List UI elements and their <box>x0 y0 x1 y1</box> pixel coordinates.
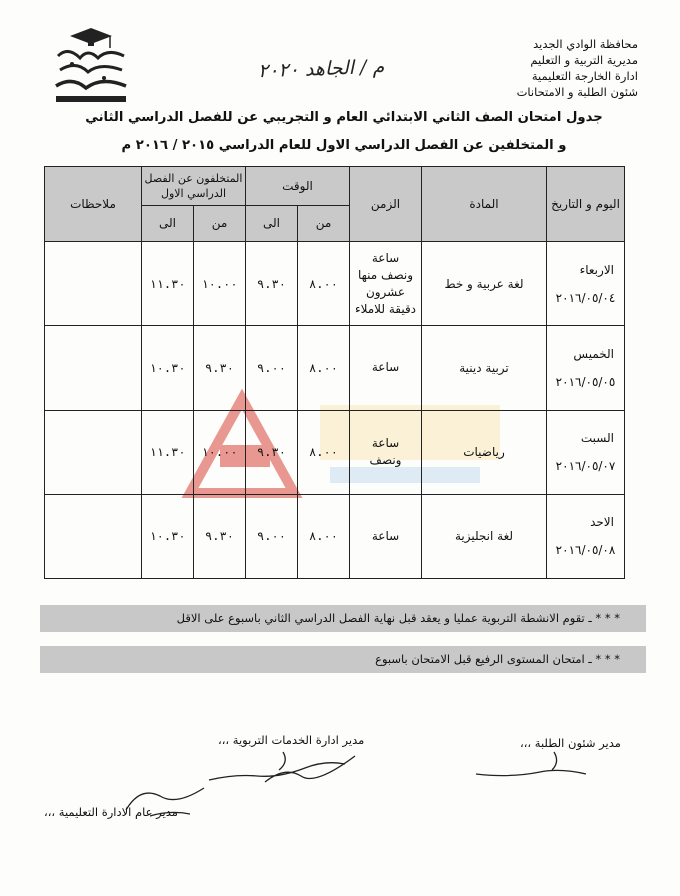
header-makeup: المتخلفون عن الفصل الدراسي الاول <box>142 167 246 206</box>
table-row <box>45 410 625 494</box>
note-advanced-level-text: * * * ـ امتحان المستوى الرفيع قبل الامتحان باسبوع <box>375 652 620 666</box>
notes-cell <box>45 494 142 578</box>
time-to-cell: ٩.٣٠ <box>246 410 298 494</box>
signature-general-director: مدير عام الادارة التعليمية ،،، <box>44 805 178 819</box>
notes-cell <box>45 242 142 326</box>
time-from-cell: ٨.٠٠ <box>298 410 350 494</box>
duration-cell: ساعة <box>350 326 422 410</box>
exam-date: ٢٠١٦/٠٥/٠٥ <box>555 374 616 389</box>
header-governorate: محافظة الوادي الجديد <box>533 37 638 51</box>
duration-cell: ساعة <box>350 494 422 578</box>
day-date-cell <box>547 494 625 578</box>
subject-cell: لغة عربية و خط <box>422 242 547 326</box>
signature-educational-services: مدير ادارة الخدمات التربوية ،،، <box>218 733 365 747</box>
notes-cell <box>45 326 142 410</box>
time-from-cell: ٨.٠٠ <box>298 326 350 410</box>
header-makeup-from: من <box>194 205 246 242</box>
duration-cell: ساعة ونصف <box>350 410 422 494</box>
time-from-cell: ٨.٠٠ <box>298 494 350 578</box>
table-row <box>45 494 625 578</box>
header-administration: ادارة الخارجة التعليمية <box>531 69 638 83</box>
makeup-from-cell: ٩.٣٠ <box>194 326 246 410</box>
note-advanced-level <box>40 646 646 673</box>
signature-students-affairs: مدير شئون الطلبة ،،، <box>520 736 621 750</box>
day-date-cell <box>547 242 625 326</box>
day-name: السبت <box>580 431 614 446</box>
subject-cell: رياضيات <box>422 410 547 494</box>
note-activities <box>40 605 646 632</box>
issuer-header <box>438 36 638 100</box>
notes-cell <box>45 410 142 494</box>
logo-icon <box>48 26 134 108</box>
header-time-to: الى <box>246 205 298 242</box>
day-name: الاربعاء <box>579 262 614 277</box>
handwritten-note: م / الجاهد ٢٠٢٠ <box>257 55 385 83</box>
time-to-cell: ٩.٠٠ <box>246 326 298 410</box>
header-day-date: اليوم و التاريخ <box>547 167 625 242</box>
handwritten-signature-icon <box>120 780 210 820</box>
makeup-from-cell: ١٠.٠٠ <box>194 242 246 326</box>
subject-cell: تربية دينية <box>422 326 547 410</box>
handwritten-signature-icon <box>205 746 365 790</box>
day-date-cell <box>547 326 625 410</box>
makeup-to-cell: ١١.٣٠ <box>142 410 194 494</box>
makeup-from-cell: ٩.٣٠ <box>194 494 246 578</box>
header-directorate: مديرية التربية و التعليم <box>530 53 638 67</box>
time-from-cell: ٨.٠٠ <box>298 242 350 326</box>
makeup-from-cell: ١٠.٠٠ <box>194 410 246 494</box>
makeup-to-cell: ١٠.٣٠ <box>142 326 194 410</box>
exam-date: ٢٠١٦/٠٥/٠٧ <box>555 459 616 474</box>
day-name: الخميس <box>573 346 614 361</box>
duration-cell: ساعة ونصف منها عشرون دقيقة للاملاء <box>350 242 422 326</box>
header-time: الوقت <box>246 167 350 206</box>
exam-date: ٢٠١٦/٠٥/٠٨ <box>555 543 616 558</box>
document-title: جدول امتحان الصف الثاني الابتدائي العام و التجريبي عن للفصل الدراسي الثاني <box>85 110 603 125</box>
note-activities-text: * * * ـ تقوم الانشطة التربوية عمليا و يعقد قبل نهاية الفصل الدراسي الثاني باسبوع على الاقل <box>176 611 620 625</box>
makeup-to-cell: ١١.٣٠ <box>142 242 194 326</box>
day-name: الاحد <box>590 515 614 530</box>
exam-schedule-table <box>44 166 625 579</box>
day-date-cell <box>547 410 625 494</box>
time-to-cell: ٩.٠٠ <box>246 494 298 578</box>
document-subtitle: و المتخلفين عن الفصل الدراسي الاول للعام الدراسي ٢٠١٥ / ٢٠١٦ م <box>121 138 567 153</box>
handwritten-signature-icon <box>470 748 590 784</box>
time-to-cell: ٩.٣٠ <box>246 242 298 326</box>
table-row <box>45 326 625 410</box>
table-header-row <box>45 167 625 206</box>
header-makeup-to: الى <box>142 205 194 242</box>
subject-cell: لغة انجليزية <box>422 494 547 578</box>
exam-date: ٢٠١٦/٠٥/٠٤ <box>555 290 616 305</box>
header-duration: الزمن <box>350 167 422 242</box>
header-subject: المادة <box>422 167 547 242</box>
header-department: شئون الطلبة و الامتحانات <box>516 85 638 99</box>
makeup-to-cell: ١٠.٣٠ <box>142 494 194 578</box>
table-row <box>45 242 625 326</box>
header-notes: ملاحظات <box>45 167 142 242</box>
header-time-from: من <box>298 205 350 242</box>
